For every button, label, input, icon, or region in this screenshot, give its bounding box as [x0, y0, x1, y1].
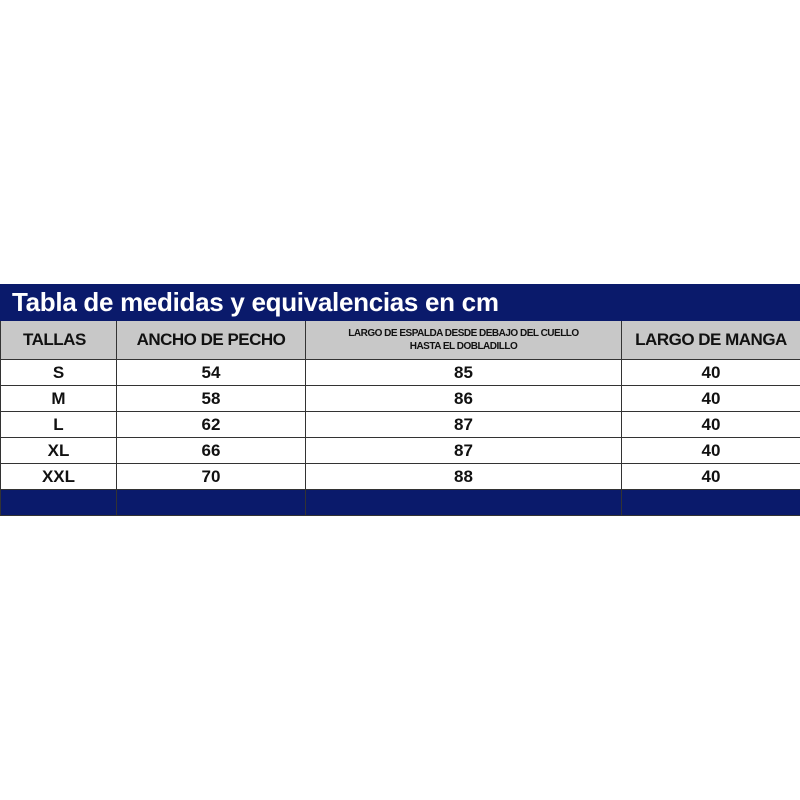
header-size: TALLAS	[1, 321, 117, 360]
cell-chest-width: 66	[117, 438, 306, 464]
header-back-length-line1: LARGO DE ESPALDA DESDE DEBAJO DEL CUELLO	[348, 328, 579, 339]
cell-chest-width: 62	[117, 412, 306, 438]
cell-back-length: 86	[306, 386, 622, 412]
cell-size: L	[1, 412, 117, 438]
cell-sleeve-length: 40	[622, 438, 800, 464]
header-row	[1, 321, 800, 360]
footer-cell	[1, 490, 117, 516]
cell-size: XXL	[1, 464, 117, 490]
table-row	[1, 386, 800, 412]
header-back-length	[306, 321, 622, 360]
table-row	[1, 464, 800, 490]
cell-chest-width: 58	[117, 386, 306, 412]
cell-sleeve-length: 40	[622, 412, 800, 438]
cell-sleeve-length: 40	[622, 464, 800, 490]
cell-back-length: 87	[306, 412, 622, 438]
table-row	[1, 412, 800, 438]
chart-title: Tabla de medidas y equivalencias en cm	[0, 284, 800, 321]
header-chest-width: ANCHO DE PECHO	[117, 321, 306, 360]
table-row	[1, 438, 800, 464]
cell-sleeve-length: 40	[622, 386, 800, 412]
cell-back-length: 85	[306, 360, 622, 386]
footer-bar	[1, 490, 800, 516]
cell-chest-width: 54	[117, 360, 306, 386]
cell-sleeve-length: 40	[622, 360, 800, 386]
header-sleeve-length: LARGO DE MANGA	[622, 321, 800, 360]
table-row	[1, 360, 800, 386]
cell-back-length: 87	[306, 438, 622, 464]
cell-back-length: 88	[306, 464, 622, 490]
size-chart	[0, 284, 800, 516]
size-table	[0, 321, 800, 516]
cell-size: XL	[1, 438, 117, 464]
cell-size: M	[1, 386, 117, 412]
footer-cell	[306, 490, 622, 516]
header-back-length-line2: HASTA EL DOBLADILLO	[409, 341, 518, 352]
cell-chest-width: 70	[117, 464, 306, 490]
cell-size: S	[1, 360, 117, 386]
footer-cell	[622, 490, 800, 516]
footer-cell	[117, 490, 306, 516]
